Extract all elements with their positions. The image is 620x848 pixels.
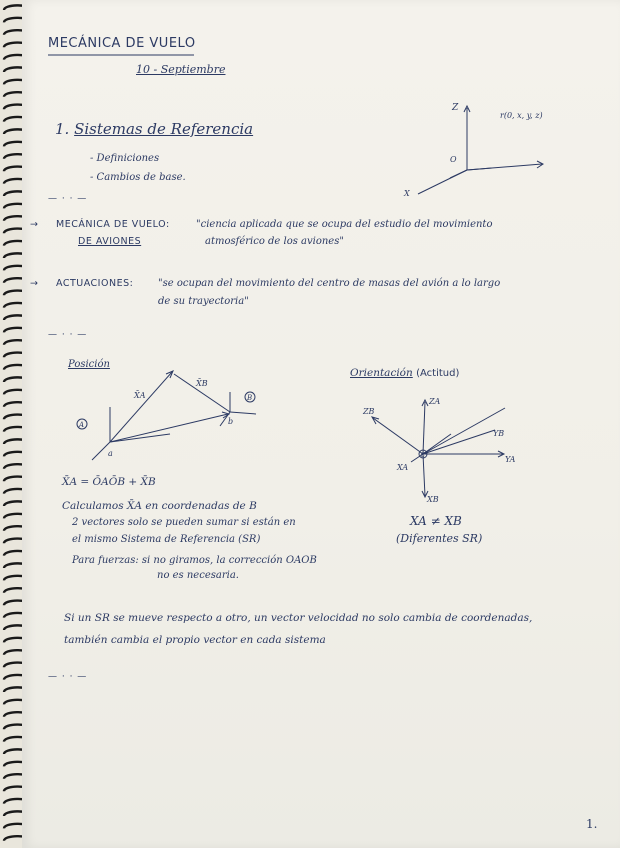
definition-term-cont: DE AVIONES [78,236,142,247]
z-axis-label: Z [452,103,459,113]
separator: — · · — [48,672,88,682]
zb-axis [373,418,423,454]
xb-axis [420,452,426,496]
origin-label: O [450,155,457,164]
section-title: Sistemas de Referencia [74,120,254,138]
unit-vector [450,170,467,178]
position-diagram [60,362,280,472]
vector-xa [110,372,172,442]
bullet-item: - Cambios de base. [90,172,186,183]
section-heading [55,120,253,138]
origin-b-label: b [228,417,234,426]
separator: — · · — [48,330,88,340]
sr-note: Si un SR se mueve respecto a otro, un vector velocidad no solo cambia de coordenadas, [64,612,533,624]
yb-label: YB [493,429,505,438]
zb-label: ZB [363,407,375,416]
unit-vector [467,168,492,170]
axis-diagram [400,100,570,200]
position-title: Posición [68,359,110,370]
orientation-title: Orientación (Actitud) [350,367,460,379]
frame-a-label: A [79,421,85,429]
actuaciones-term: → ACTUACIONES: [30,278,134,289]
forces-note: Para fuerzas: si no giramos, la corrección OAOB [72,555,317,566]
vector-note: el mismo Sistema de Referencia (SR) [72,534,261,545]
calc-note: Calculamos X̄A en coordenadas de B [62,500,257,512]
za-axis [423,402,425,454]
definition-text: atmosférico de los aviones" [205,236,344,247]
vector-oaob [110,414,228,442]
xb-label: XB [427,495,439,504]
definition-text: "ciencia aplicada que se ocupa del estudio del movimiento [196,219,493,230]
point-label: r(0, x, y, z) [500,111,543,120]
section-number: 1. [55,120,70,138]
frame-c-label: C [420,452,426,459]
actuaciones-text: de su trayectoria" [158,296,249,307]
separator: — · · — [48,194,88,204]
origin-a-label: a [108,449,113,458]
arrow-icon: → [30,219,39,230]
za-label: ZA [429,397,441,406]
actuaciones-text: "se ocupan del movimiento del centro de masas del avión a lo largo [158,278,501,289]
xb-label: X̄B [196,379,208,388]
xa-label: X̄A [134,391,146,400]
ya-label: YA [505,455,516,464]
position-equation: X̄A = ŌAŌB + X̄B [62,476,156,488]
frame-b-axis [230,412,256,414]
x-axis-label: X [404,189,410,198]
page-date: 10 - Septiembre [136,63,226,76]
forces-note: no es necesaria. [157,570,239,581]
definition-term: → MECÁNICA DE VUELO: [30,219,170,230]
vector-note: 2 vectores solo se pueden sumar si están en [72,517,296,528]
page-number: 1. [586,817,598,831]
frame-b-label: B [247,394,253,402]
xa-label: XA [397,463,409,472]
frame-axis [423,434,451,454]
page-title: MECÁNICA DE VUELO [48,36,196,51]
arrow-icon: → [30,278,39,289]
different-sr-note: (Diferentes SR) [396,532,483,545]
inequality: XA ≠ XB [410,514,462,528]
orientation-diagram [355,390,535,505]
sr-note: también cambia el propio vector en cada sistema [64,634,326,646]
bullet-item: - Definiciones [90,153,160,164]
